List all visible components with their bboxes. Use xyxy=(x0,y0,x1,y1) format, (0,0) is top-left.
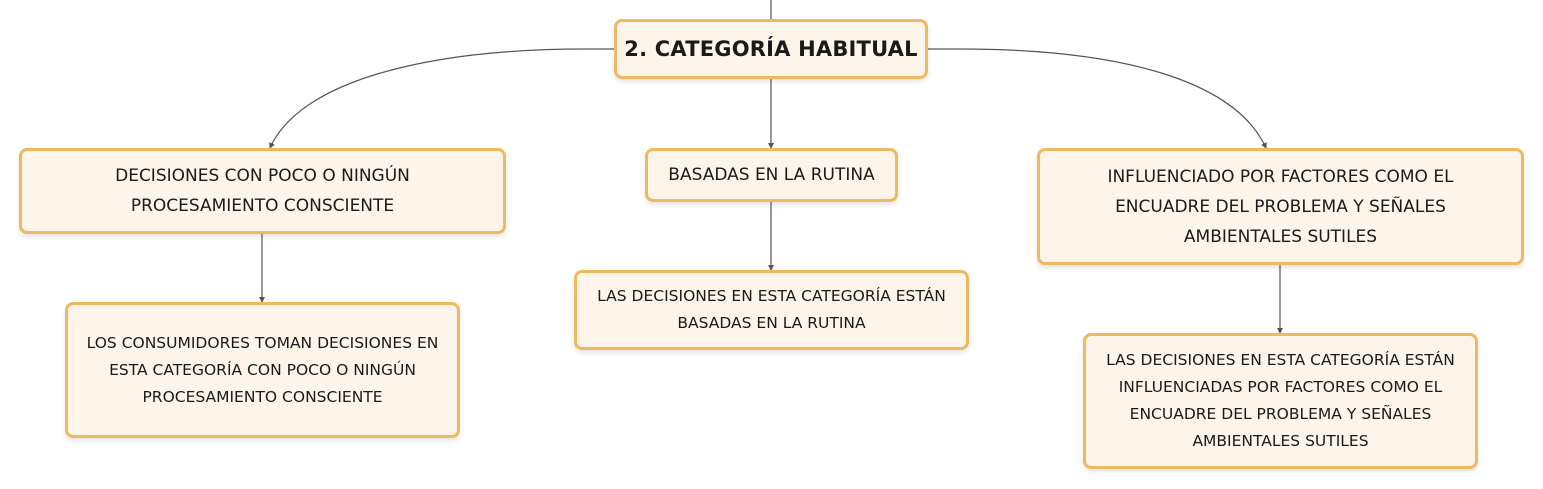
branch-node-label: BASADAS EN LA RUTINA xyxy=(668,165,875,185)
branch-node-conscious-processing[interactable] xyxy=(19,148,506,234)
root-to-right-connector xyxy=(928,49,1266,148)
branch-node-framing-factors[interactable] xyxy=(1037,148,1524,265)
child-node-label: LAS DECISIONES EN ESTA CATEGORÍA ESTÁN INFLUENCIADAS POR FACTORES COMO EL ENCUADRE DEL PROBLEMA Y SEÑALES AMBIENTALES SUTILES xyxy=(1106,351,1455,450)
child-node-routine[interactable] xyxy=(574,270,969,350)
root-node-label: 2. CATEGORÍA HABITUAL xyxy=(624,37,918,61)
branch-node-label: DECISIONES CON POCO O NINGÚN PROCESAMIENTO CONSCIENTE xyxy=(115,166,410,216)
root-node[interactable] xyxy=(614,19,928,79)
child-node-framing-factors[interactable] xyxy=(1083,333,1478,469)
branch-node-routine[interactable] xyxy=(645,148,898,202)
root-to-left-connector xyxy=(270,49,614,148)
branch-node-label: INFLUENCIADO POR FACTORES COMO EL ENCUADRE DEL PROBLEMA Y SEÑALES AMBIENTALES SUTILES xyxy=(1107,166,1454,247)
child-node-label: LAS DECISIONES EN ESTA CATEGORÍA ESTÁN BASADAS EN LA RUTINA xyxy=(597,287,946,332)
child-node-label: LOS CONSUMIDORES TOMAN DECISIONES EN ESTA CATEGORÍA CON POCO O NINGÚN PROCESAMIENTO CONSCIENTE xyxy=(86,333,439,406)
child-node-conscious-processing[interactable] xyxy=(65,302,460,438)
